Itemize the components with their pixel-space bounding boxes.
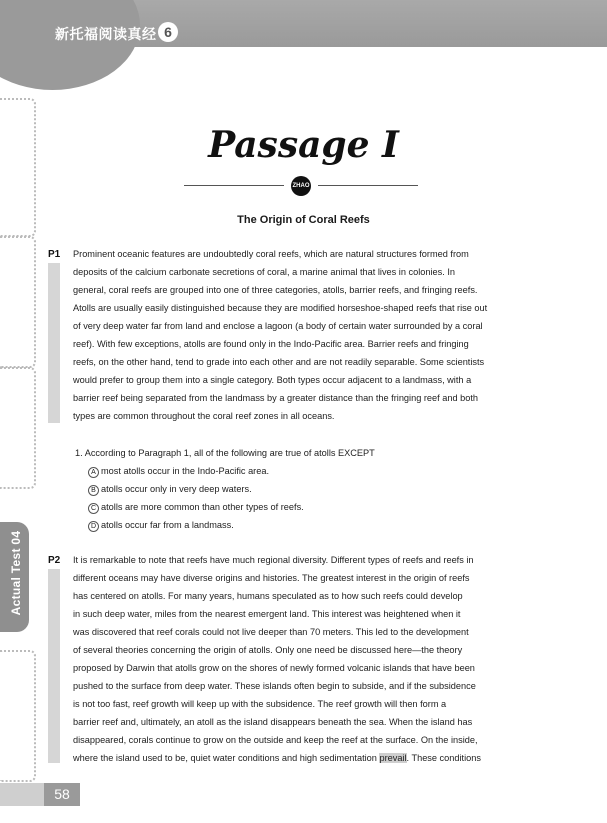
paragraph-label-p1: P1 (48, 249, 61, 260)
footer-bar (0, 783, 44, 806)
p2-line: is not too fast, reef growth will keep up with the subsidence. The reef growth will then form a (73, 699, 447, 709)
p2-line: has centered on atolls. For many years, humans speculated as to how such reefs could develop (73, 591, 463, 601)
p2-line: was discovered that reef corals could not live deeper than 70 meters. This led to the development (73, 627, 469, 637)
p1-line: would prefer to group them into a single category. Both types occur adjacent to a landmass, with a (73, 375, 472, 385)
p2-last-line-before: where the island used to be, quiet water conditions and high sedimentation (73, 753, 380, 763)
p1-line: reef). With few exceptions, atolls are found only in the Indo-Pacific area. Barrier reefs and fringing (73, 339, 469, 349)
paragraph-bar-p1 (48, 263, 60, 423)
option-letter: C (88, 503, 99, 514)
p2-last-line-after: . These conditions (406, 753, 481, 763)
section-side-tab (0, 522, 29, 632)
p1-line: deposits of the calcium carbonate secretions of coral, a marine animal that lives in colonies. In (73, 267, 455, 277)
title-rule-right (318, 185, 418, 186)
paragraph-label-p2: P2 (48, 555, 61, 566)
margin-dots-2 (0, 236, 36, 368)
p1-line: general, coral reefs are grouped into one of three categories, atolls, barrier reefs, and fringing reefs. (73, 285, 478, 295)
side-tab-label: Actual Test 04 (9, 530, 23, 616)
p1-line: of very deep water far from land and enclose a lagoon (a body of certain water surrounded by a coral (73, 321, 483, 331)
p2-last-line (73, 749, 535, 767)
series-title: 新托福阅读真经 (55, 27, 157, 43)
p2-line: in such deep water, miles from the nearest emergent land. This interest was heightened when it (73, 609, 461, 619)
p2-line: pushed to the surface from deep water. These islands often begin to subside, and if the subsidence (73, 681, 476, 691)
p2-line: barrier reef and, ultimately, an atoll as the island disappears beneath the sea. When the island has (73, 717, 473, 727)
paragraph-bar-p2 (48, 569, 60, 763)
p2-line: It is remarkable to note that reefs have much regional diversity. Different types of reefs and reefs in (73, 555, 474, 565)
option-text: atolls are more common than other types of reefs. (101, 502, 304, 512)
p1-line: types are common throughout the coral reef zones in all oceans. (73, 411, 335, 421)
answer-option-c[interactable] (88, 498, 375, 516)
p2-line: disappeared, corals continue to grow on the outside and keep the reef at the surface. On the inside, (73, 735, 478, 745)
p2-line: of several theories concerning the origin of atolls. Only one need be discussed here—the theory (73, 645, 463, 655)
title-ornament-badge: ZHAO (291, 176, 311, 196)
p1-line: reefs, on the other hand, tend to grade into each other and are not readily separable. Some scientists (73, 357, 485, 367)
option-text: most atolls occur in the Indo-Pacific area. (101, 466, 270, 476)
answer-option-a[interactable] (88, 462, 375, 480)
option-text: atolls occur only in very deep waters. (101, 484, 252, 494)
paragraph-p1 (73, 245, 535, 425)
question-1 (75, 444, 375, 534)
title-rule-left (184, 185, 284, 186)
header-corner-shape (0, 0, 140, 90)
option-letter: A (88, 467, 99, 478)
paragraph-p2 (73, 551, 535, 767)
answer-option-b[interactable] (88, 480, 375, 498)
question-stem: 1. According to Paragraph 1, all of the following are true of atolls EXCEPT (75, 448, 375, 458)
option-text: atolls occur far from a landmass. (101, 520, 234, 530)
passage-title: Passage I (208, 124, 399, 166)
page-number: 58 (44, 783, 80, 806)
p1-line: barrier reef being separated from the landmass by a greater distance than the fringing reef and both (73, 393, 479, 403)
article-title: The Origin of Coral Reefs (237, 214, 370, 226)
option-letter: D (88, 521, 99, 532)
highlighted-word[interactable]: prevail (379, 753, 407, 763)
p2-line: proposed by Darwin that atolls grow on the shores of newly formed volcanic islands that have been (73, 663, 475, 673)
option-letter: B (88, 485, 99, 496)
series-number-badge: 6 (158, 22, 178, 42)
answer-option-d[interactable] (88, 516, 375, 534)
p1-line: Prominent oceanic features are undoubtedly coral reefs, which are natural structures formed from (73, 249, 469, 259)
p1-line: Atolls are usually easily distinguished because they are modified horseshoe-shaped reefs that rise out (73, 303, 488, 313)
margin-dots-4 (0, 650, 36, 782)
p2-line: different oceans may have diverse origins and histories. The greatest interest in the origin of reefs (73, 573, 470, 583)
margin-dots-3 (0, 367, 36, 489)
